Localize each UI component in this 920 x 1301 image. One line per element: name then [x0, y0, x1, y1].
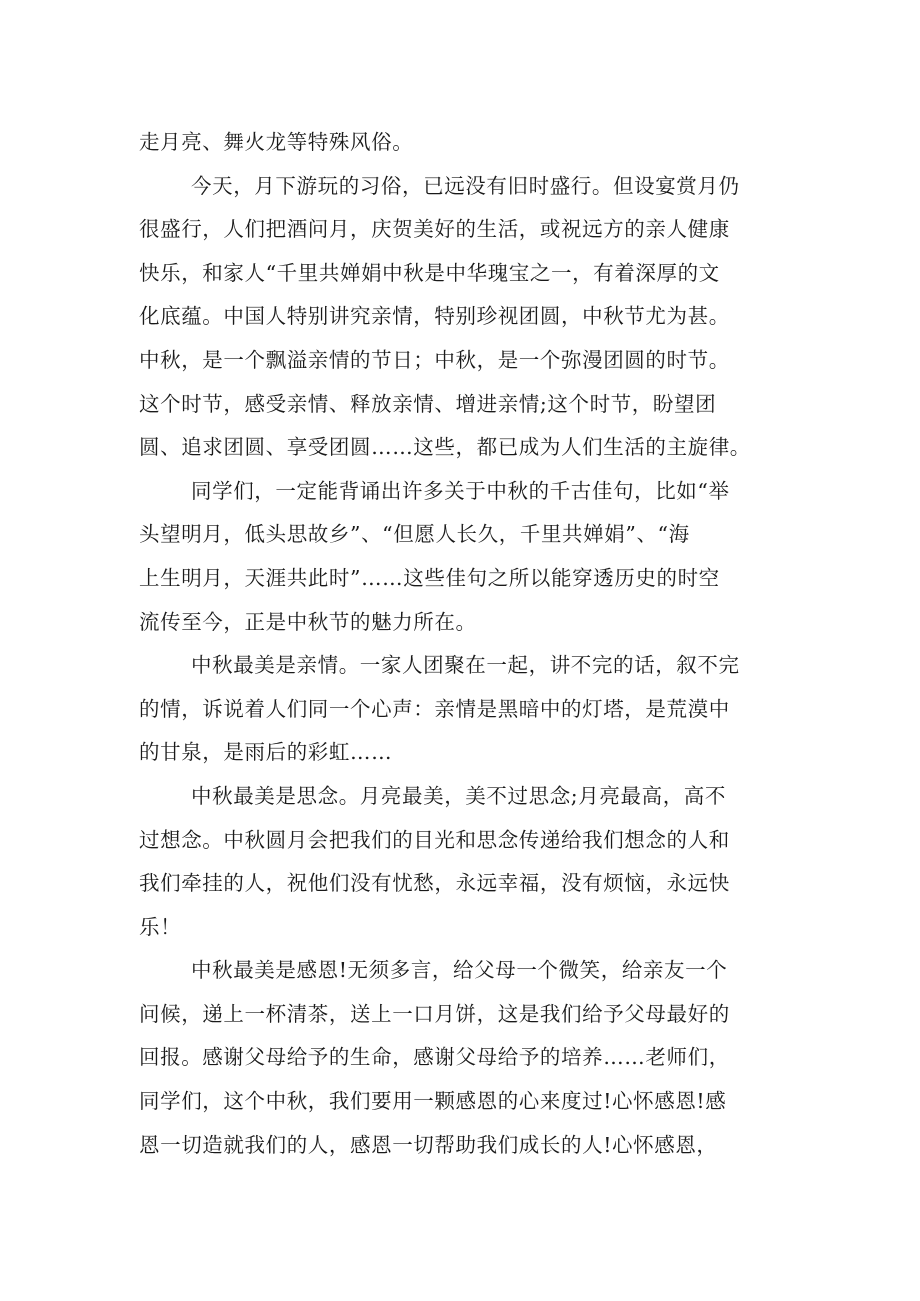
- text-line: 流传至今，正是中秋节的魅力所在。: [139, 609, 477, 634]
- text-line: 圆、追求团圆、享受团圆……这些，都已成为人们生活的主旋律。: [139, 435, 751, 460]
- document-body: [139, 121, 784, 1167]
- paragraph: [139, 165, 784, 470]
- text-line: 的情，诉说着人们同一个心声：亲情是黑暗中的灯塔，是荒漠中: [139, 696, 730, 721]
- text-line: 同学们，一定能背诵出许多关于中秋的千古佳句，比如“举: [191, 478, 730, 503]
- paragraph: [139, 644, 784, 775]
- paragraph: [139, 775, 784, 949]
- text-line: 中秋，是一个飘溢亲情的节日；中秋，是一个弥漫团圆的时节。: [139, 347, 730, 372]
- text-line: 这个时节，感受亲情、释放亲情、增进亲情;这个时节，盼望团: [139, 391, 717, 416]
- text-line: 上生明月，天涯共此时”……这些佳句之所以能穿透历史的时空: [139, 565, 720, 590]
- paragraph: [139, 949, 784, 1167]
- text-line: 中秋最美是感恩!无须多言，给父母一个微笑，给亲友一个: [191, 958, 728, 983]
- text-line: 问候，递上一杯清茶，送上一口月饼，这是我们给予父母最好的: [139, 1001, 730, 1026]
- text-line: 今天，月下游玩的习俗，已远没有旧时盛行。但设宴赏月仍: [191, 173, 740, 198]
- text-line: 头望明月，低头思故乡”、“但愿人长久，千里共婵娟”、“海: [139, 522, 690, 547]
- text-line: 回报。感谢父母给予的生命，感谢父母给予的培养……老师们，: [139, 1045, 730, 1070]
- text-line: 快乐，和家人“千里共婵娟中秋是中华瑰宝之一，有着深厚的文: [139, 260, 720, 285]
- paragraph: [139, 121, 784, 165]
- text-line: 恩一切造就我们的人，感恩一切帮助我们成长的人!心怀感恩，: [139, 1132, 718, 1157]
- text-line: 乐！: [139, 914, 182, 939]
- text-line: 中秋最美是思念。月亮最美，美不过思念;月亮最高，高不: [191, 783, 727, 808]
- text-line: 走月亮、舞火龙等特殊风俗。: [139, 130, 414, 154]
- text-line: 很盛行，人们把酒问月，庆贺美好的生活，或祝远方的亲人健康: [139, 217, 730, 242]
- text-line: 过想念。中秋圆月会把我们的目光和思念传递给我们想念的人和: [139, 827, 730, 852]
- text-line: 中秋最美是亲情。一家人团聚在一起，讲不完的话，叙不完: [191, 653, 740, 678]
- text-line: 的甘泉，是雨后的彩虹……: [139, 740, 393, 765]
- text-line: 化底蕴。中国人特别讲究亲情，特别珍视团圆，中秋节尤为甚。: [139, 304, 730, 329]
- text-line: 我们牵挂的人，祝他们没有忧愁，永远幸福，没有烦恼，永远快: [139, 871, 730, 896]
- paragraph: [139, 470, 784, 644]
- text-line: 同学们，这个中秋，我们要用一颗感恩的心来度过!心怀感恩!感: [139, 1089, 727, 1114]
